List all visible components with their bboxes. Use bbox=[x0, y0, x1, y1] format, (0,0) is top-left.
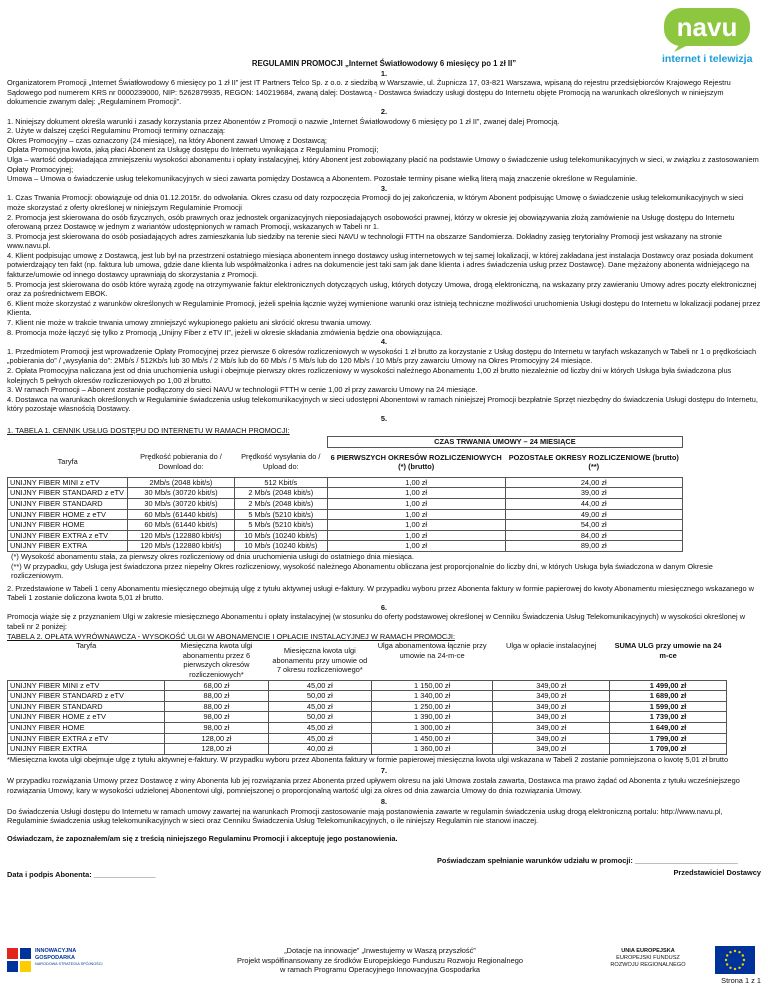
eu-star bbox=[729, 967, 731, 969]
section-5-paragraph-2: 2. Przedstawione w Tabeli 1 ceny Abonamentu miesięcznego obejmują ulgę z tytułu aktywnej usługi e-faktury. W przypadku wyboru przez Abonenta faktury w formie papierowej do kwoty Abonamentu miesięcznego wskazanego w Tabeli 1 zostanie doliczona kwota 5,01 zł brutto. bbox=[7, 583, 754, 603]
table2-cell-c1: 88,00 zł bbox=[165, 701, 268, 712]
table1-cell-tariff: UNIJNY FIBER HOME bbox=[8, 520, 128, 531]
s2-line: Ulga – wartość odpowiadająca zmniejszeniu wysokości abonamentu i opłaty instalacyjnej, który Abonent jest zobowiązany płacić na podstawie Umowy o świadczenie usług telekomunikacyjnych w sieci, w związku z zastosowaniem Opłaty Promocyjnej; bbox=[7, 154, 759, 174]
section-8-text: Do świadczenia Usługi dostępu do Internetu w ramach umowy zawartej na warunkach Promocji zastosowanie mają postanowienia zawarte w regulamin świadczenia usług drogą elektroniczną portalu: http://www.navu.pl, Regulaminie świadczenia usług telekomunikacyjnych w sieci oraz Cenniku Świadczenia Usług Telekomunikacyjnych, o ile niniejszy Regulamin nie stanowi inaczej. bbox=[7, 806, 723, 826]
s4-line: 4. Dostawca na warunkach określonych w Regulaminie świadczenia usług telekomunikacyjnych w sieci udostępni Abonentowi w ramach niniejszej Promocji bezpłatnie Sprzęt niezbędny do świadczenia Usługi dostępu do Internetu, który pozostaje własnością Dostawcy. bbox=[7, 394, 758, 414]
eu-star bbox=[742, 963, 744, 965]
table2-header-c2: Miesięczna kwota ulgi abonamentu przy umowie od 7 okresu rozliczeniowego* bbox=[272, 646, 368, 675]
table1-cell-first6: 1,00 zł bbox=[327, 541, 505, 552]
s2-line: Okres Promocyjny – czas oznaczony (24 miesiące), na który Abonent zawarł Umowę z Dostawcą; bbox=[7, 135, 327, 145]
table2-cell-c3: 1 300,00 zł bbox=[371, 723, 492, 734]
eu-logo-line1: UNIA EUROPEJSKA bbox=[621, 948, 675, 954]
table1-note-1: (*) Wysokość abonamentu stała, za pierwszy okres rozliczeniowy od dnia uruchomienia usługi do ostatniego dnia miesiąca. bbox=[11, 551, 414, 561]
navu-logo-bubble bbox=[662, 6, 752, 52]
table2-header-c3: Ulga abonamentowa łącznie przy umowie na 24-m-ce bbox=[377, 641, 487, 660]
s3-line: 6. Klient może skorzystać z warunków określonych w Regulaminie Promocji, jeżeli spełnia łącznie wyżej wymienione warunki oraz istnieją techniczne możliwości uruchomienia Usługi dostępu do Internetu w lokalizacji podanej przez Klienta. bbox=[7, 298, 761, 318]
table1-cell-download: 2Mb/s (2048 kbit/s) bbox=[128, 477, 234, 488]
funding-note bbox=[180, 946, 580, 975]
funding-line-1: „Dotacje na innowacje” „Inwestujemy w Waszą przyszłość” bbox=[284, 946, 476, 955]
eu-logo-line3: ROZWOJU REGIONALNEGO bbox=[610, 962, 686, 968]
table2-cell-c2: 50,00 zł bbox=[268, 712, 371, 723]
s2-line: 2. Użyte w dalszej części Regulaminu Promocji terminy oznaczają: bbox=[7, 126, 226, 136]
section-3-number: 3. bbox=[380, 183, 388, 193]
s3-line: 7. Klient nie może w trakcie trwania umowy zmniejszyć wykupionego pakietu ani skrócić okresu trwania umowy. bbox=[7, 318, 372, 328]
table2-cell-c2: 40,00 zł bbox=[268, 744, 371, 755]
s3-line: 1. Czas Trwania Promocji: obowiązuje od dnia 01.12.2015r. do odwołania. Okres czasu od daty rozpoczęcia Promocji do jej zakończenia, w którym Abonent podpisując Umowę o świadczenie usług telekomunikacyjnych w sieci może skorzystać z oferty określonej w niniejszym Regulaminie Promocji bbox=[7, 193, 744, 212]
table1-cell-upload: 10 Mb/s (10240 kbit/s) bbox=[234, 530, 327, 541]
table1-cell-upload: 512 Kbit/s bbox=[234, 477, 327, 488]
table1-cell-download: 30 Mb/s (30720 kbit/s) bbox=[128, 488, 234, 499]
eu-star bbox=[729, 951, 731, 953]
s3-line: 3. Promocja jest skierowana do osób posiadających adres zamieszkania lub siedziby na terenie sieci NAVU w technologii FTTH na obszarze Sandomierza. Dokładny zasięg terytorialny Promocji jest wskazany na stronie www.navu.pl. bbox=[7, 231, 723, 251]
funding-line-2: Projekt współfinansowany ze środków Europejskiego Funduszu Rozwoju Regionalnego bbox=[237, 955, 523, 965]
table1-cell-rest: 89,00 zł bbox=[505, 541, 682, 552]
signature-area bbox=[7, 856, 761, 890]
table2-cell-c2: 45,00 zł bbox=[268, 680, 371, 691]
table1-header-download: Prędkość pobierania do / Download do: bbox=[140, 452, 222, 471]
s4-line: 2. Opłata Promocyjna naliczana jest od dnia uruchomienia usługi i obejmuje pierwszy okres rozliczeniowy w wysokości należnego Abonamentu 1,00 zł brutto niezależnie od liczby dni w których Usługa była świadczona plus kolejnych 5 pełnych okresów rozliczeniowych po 1,00 zł brutto. bbox=[7, 366, 732, 385]
table2-header-c1: Miesięczna kwota ulgi abonamentu przez 6 pierwszych okresów rozliczeniowych* bbox=[180, 641, 253, 680]
table1-note-2: (**) W przypadku, gdy Usługa jest świadczona przez niepełny Okres rozliczeniowy, wysokość należnego Abonamentu obliczana jest proporcjonalnie do liczby dni, w których Usługa była świadczona w danym Okresie rozliczeniowym. bbox=[11, 561, 713, 581]
table2-cell-c3: 1 340,00 zł bbox=[371, 691, 492, 702]
table1-body bbox=[8, 477, 683, 551]
table1-cell-rest: 39,00 zł bbox=[505, 488, 682, 499]
s3-line: 5. Promocja jest skierowana do osób które wyrażą zgodę na otrzymywanie faktur elektronicznych dotyczących usług, których dotyczy Umowa, drogą elektroniczną, na wskazany przy zawieraniu Umowy adres poczty elektronicznej oraz za pośrednictwem EBOK. bbox=[7, 279, 757, 299]
table2-cell-c2: 45,00 zł bbox=[268, 723, 371, 734]
table2-cell-c5: 1 649,00 zł bbox=[610, 723, 727, 734]
table1-cell-download: 60 Mb/s (61440 kbit/s) bbox=[128, 509, 234, 520]
eu-star bbox=[726, 954, 728, 956]
table1-cell-tariff: UNIJNY FIBER EXTRA z eTV bbox=[8, 530, 128, 541]
table2-row bbox=[8, 701, 727, 712]
acceptance-declaration: Oświadczam, że zapoznałem/am się z treścią niniejszego Regulaminu Promocji i akceptuję jego postanowienia. bbox=[7, 833, 398, 843]
table2-cell-c5: 1 599,00 zł bbox=[610, 701, 727, 712]
table2-cell-c1: 98,00 zł bbox=[165, 712, 268, 723]
s3-line: 2. Promocja jest skierowana do osób fizycznych, osób prawnych oraz jednostek organizacyjnych nieposiadających osobowości prawnej, którzy w okresie jej obowiązywania złożą zamówienie na Usługę dostępu do Internetu oferowaną przez Dostawcę w jednym z wariantów udostępnionych w ramach Promocji, wskazanych w Tabeli nr 1. bbox=[7, 212, 735, 232]
table2-cell-tariff: UNIJNY FIBER STANDARD bbox=[8, 701, 165, 712]
section-2-number: 2. bbox=[380, 106, 388, 116]
document-title: REGULAMIN PROMOCJI „Internet Światłowodowy 6 miesięcy po 1 zł II” bbox=[251, 59, 517, 68]
section-1-text: Organizatorem Promocji „Internet Światłowodowy 6 miesięcy po 1 zł II” jest IT Partners Telco Sp. z o.o. z siedzibą w Warszawie, ul. Żupnicza 17, 03-821 Warszawa, wpisaną do rejestru przedsiębiorców Krajowego Rejestru Sądowego pod numerem KRS nr 0000239000, NIP: 5262879935, REGON: 140219684, zwaną dalej: Dostawcą - Dostawca świadczy usługi dostępu do Internetu objęte Promocją na warunkach określonych w niniejszym dokumencie zwanym dalej: „Regulaminem Promocji”. bbox=[7, 78, 731, 107]
table2-cell-tariff: UNIJNY FIBER MINI z eTV bbox=[8, 680, 165, 691]
table1-cell-rest: 49,00 zł bbox=[505, 509, 682, 520]
eu-star bbox=[742, 954, 744, 956]
table2-cell-tariff: UNIJNY FIBER HOME bbox=[8, 723, 165, 734]
table1-header-tariff: Taryfa bbox=[57, 457, 78, 467]
table1-cell-upload: 2 Mb/s (2048 kbit/s) bbox=[234, 498, 327, 509]
table1-cell-first6: 1,00 zł bbox=[327, 498, 505, 509]
table1-row bbox=[8, 520, 683, 531]
eu-logo-line2: EUROPEJSKI FUNDUSZ bbox=[616, 955, 680, 961]
table2-cell-c1: 88,00 zł bbox=[165, 691, 268, 702]
table2-cell-tariff: UNIJNY FIBER STANDARD z eTV bbox=[8, 691, 165, 702]
table1-cell-download: 60 Mb/s (61440 kbit/s) bbox=[128, 520, 234, 531]
table2-cell-c5: 1 709,00 zł bbox=[610, 744, 727, 755]
table1-row bbox=[8, 541, 683, 552]
table1-header-upload: Prędkość wysyłania do / Upload do: bbox=[241, 452, 321, 471]
table2-row bbox=[8, 680, 727, 691]
table2-header-c5: SUMA ULG przy umowie na 24 m-ce bbox=[614, 641, 722, 660]
table2-row bbox=[8, 712, 727, 723]
eu-logo bbox=[593, 944, 761, 978]
s2-line: Umowa – Umowa o świadczenie usług telekomunikacyjnych w sieci zawarta pomiędzy Dostawcą a Abonentem. Pozostałe terminy pisane wielką literą mają znaczenie określone w Regulaminie. bbox=[7, 174, 638, 184]
table2-cell-c2: 45,00 zł bbox=[268, 701, 371, 712]
s3-line: 4. Klient podpisując umowę z Dostawcą, jest lub był na przestrzeni ostatniego miesiąca abonentem innego dostawcy usług internetowych w tej samej lokalizacji, w której zakładana jest instalacja Dostawcy oraz posiada dokument potwierdzający ten fakt (np. faktura lub umowa, gdzie dane klienta lub współmałżonka i adres na dokumencie jest taki sam jak dane klienta i adres świadczenia usług przez Dostawcę). Dane mężażony abonenta widniejącego na fakturze/umowie od innego dostawcy uprawniają do skorzystania z Promocji. bbox=[7, 250, 754, 280]
table1-cell-download: 120 Mb/s (122880 kbit/s) bbox=[128, 541, 234, 552]
table2-cell-c4: 349,00 zł bbox=[493, 701, 610, 712]
section-1-number: 1. bbox=[380, 68, 388, 78]
section-7-text: W przypadku rozwiązania Umowy przez Dostawcę z winy Abonenta lub jej rozwiązania przez Abonenta przed upływem okresu na jaki Umowa została zawarta, Dostawca ma prawo żądać od Abonenta z tytułu wcześniejszego rozwiązania Umowy, kary w wysokości udzielonej Abonentowi ulgi, pomniejszonej o proporcjonalną wartość ulgi za okres od dnia zawarcia Umowy do dnia rozwiązania Umowy. bbox=[7, 775, 740, 795]
table2-cell-c4: 349,00 zł bbox=[493, 712, 610, 723]
section-6-number: 6. bbox=[380, 602, 388, 612]
table2-cell-c4: 349,00 zł bbox=[493, 744, 610, 755]
provider-representative-label: Przedstawiciel Dostawcy bbox=[673, 867, 761, 877]
table1-cell-rest: 54,00 zł bbox=[505, 520, 682, 531]
table2-cell-c4: 349,00 zł bbox=[493, 723, 610, 734]
s2-line: Opłata Promocyjna kwota, jaką płaci Abonent za Usługę dostępu do Internetu wynikająca z Regulaminu Promocji; bbox=[7, 145, 379, 155]
table1-cell-first6: 1,00 zł bbox=[327, 477, 505, 488]
section-5-number: 5. bbox=[380, 413, 388, 423]
innovative-economy-logo bbox=[7, 948, 103, 974]
table1-cell-first6: 1,00 zł bbox=[327, 509, 505, 520]
table1-cell-upload: 2 Mb/s (2048 kbit/s) bbox=[234, 488, 327, 499]
table1-cell-upload: 5 Mb/s (5210 kbit/s) bbox=[234, 520, 327, 531]
table2-body bbox=[8, 680, 727, 754]
table1-cell-tariff: UNIJNY FIBER MINI z eTV bbox=[8, 477, 128, 488]
eu-star bbox=[743, 959, 745, 961]
innovative-logo-line1: INNOWACYJNA bbox=[35, 948, 77, 954]
table2-cell-c1: 98,00 zł bbox=[165, 723, 268, 734]
page-number: Strona 1 z 1 bbox=[721, 976, 761, 986]
table2-cell-c4: 349,00 zł bbox=[493, 733, 610, 744]
discount-table bbox=[7, 641, 727, 755]
regulation-content bbox=[7, 59, 761, 890]
table2-cell-c5: 1 739,00 zł bbox=[610, 712, 727, 723]
table2-cell-c3: 1 450,00 zł bbox=[371, 733, 492, 744]
s4-line: 1. Przedmiotem Promocji jest wprowadzenie Opłaty Promocyjnej przez pierwsze 6 okresów rozliczeniowych w wysokości 1 zł brutto za korzystanie z Usług dostępu do Internetu w taryfach wskazanych w Tabeli nr 1 o prędkościach „pobierania do” / „wysyłania do”: 2Mb/s / 512Kb/s lub 30 Mb/s / 2 Mb/s lub do 60 Mb/s / 5 Mb/s lub do 120 Mb/s / 10 Mb/s przy zawarciu Umowy na Okres Promocyjny 24 miesiące. bbox=[7, 346, 757, 366]
table1-cell-rest: 24,00 zł bbox=[505, 477, 682, 488]
table2-cell-tariff: UNIJNY FIBER EXTRA z eTV bbox=[8, 733, 165, 744]
table1-row bbox=[8, 477, 683, 488]
table2-cell-c2: 50,00 zł bbox=[268, 691, 371, 702]
table1-cell-rest: 44,00 zł bbox=[505, 498, 682, 509]
table1-cell-rest: 84,00 zł bbox=[505, 530, 682, 541]
table1-duration-header: CZAS TRWANIA UMOWY – 24 MIESIĄCE bbox=[327, 437, 682, 448]
subscriber-signature-line: Data i podpis Abonenta: _______________ bbox=[7, 869, 156, 879]
table1-cell-tariff: UNIJNY FIBER STANDARD bbox=[8, 498, 128, 509]
table1-cell-tariff: UNIJNY FIBER EXTRA bbox=[8, 541, 128, 552]
table2-cell-c3: 1 250,00 zł bbox=[371, 701, 492, 712]
table1-cell-upload: 10 Mb/s (10240 kbit/s) bbox=[234, 541, 327, 552]
navu-tagline: internet i telewizja bbox=[662, 53, 753, 65]
table1-cell-first6: 1,00 zł bbox=[327, 488, 505, 499]
table2-cell-c3: 1 360,00 zł bbox=[371, 744, 492, 755]
eu-star bbox=[738, 951, 740, 953]
table2-cell-c2: 45,00 zł bbox=[268, 733, 371, 744]
table1-header-rest: POZOSTAŁE OKRESY ROZLICZENIOWE (brutto) (**) bbox=[508, 452, 679, 472]
provider-confirmation-line: Poświadczam spełnianie warunków udziału w promocji: _________________________ bbox=[437, 855, 738, 865]
section-6-text: Promocja wiąże się z przyznaniem Ulgi w zakresie miesięcznego Abonamentu i opłaty instalacyjnej (w stosunku do oferty podstawowej określonej w Cenniku Świadczenia Usług Telekomunikacyjnych) w wysokości określonej w tabeli nr 2 poniżej: bbox=[7, 612, 746, 632]
s2-line: 1. Niniejszy dokument określa warunki i zasady korzystania przez Abonentów z Promocji o nazwie „Internet Światłowodowy 6 miesięcy po 1 zł II”, zwanej dalej Promocją. bbox=[7, 116, 560, 126]
table2-cell-tariff: UNIJNY FIBER EXTRA bbox=[8, 744, 165, 755]
eu-flag-icon bbox=[715, 946, 755, 974]
table1-row bbox=[8, 488, 683, 499]
table2-cell-c1: 128,00 zł bbox=[165, 733, 268, 744]
table1-cell-tariff: UNIJNY FIBER HOME z eTV bbox=[8, 509, 128, 520]
eu-star bbox=[725, 959, 727, 961]
table2-title: TABELA 2. OPŁATA WYRÓWNAWCZA - WYSOKOŚĆ ULGI W ABONAMENCIE I OPŁACIE INSTALACYJNEJ W RAMACH PROMOCJI: bbox=[7, 631, 456, 641]
navu-logo-text: navu bbox=[676, 12, 738, 42]
funding-line-3: w ramach Programu Operacyjnego Innowacyjna Gospodarka bbox=[279, 965, 481, 975]
table2-note: *Miesięczna kwota ulgi obejmuje ulgę z tytułu aktywnej e-faktury. W przypadku wyboru przez Abonenta faktury w formie papierowej miesięczna kwota ulgi wskazana w Tabeli 2 zostanie pomniejszona o kwotę 5,01 zł brutto bbox=[7, 754, 729, 764]
table2-row bbox=[8, 733, 727, 744]
table2-cell-c3: 1 390,00 zł bbox=[371, 712, 492, 723]
section-7-number: 7. bbox=[380, 766, 388, 776]
table2-cell-c4: 349,00 zł bbox=[493, 680, 610, 691]
eu-star bbox=[726, 963, 728, 965]
eu-star bbox=[734, 968, 736, 970]
table1-header-first6: 6 PIERWSZYCH OKRESÓW ROZLICZENIOWYCH (*) (brutto) bbox=[330, 452, 502, 472]
table2-header-c4: Ulga w opłacie instalacyjnej bbox=[506, 641, 597, 651]
table1-cell-download: 30 Mb/s (30720 kbit/s) bbox=[128, 498, 234, 509]
section-8-number: 8. bbox=[380, 797, 388, 807]
table2-cell-c1: 68,00 zł bbox=[165, 680, 268, 691]
table2-row bbox=[8, 744, 727, 755]
table2-cell-c5: 1 799,00 zł bbox=[610, 733, 727, 744]
table1-cell-first6: 1,00 zł bbox=[327, 530, 505, 541]
s4-line: 3. W ramach Promocji – Abonent zostanie podłączony do sieci NAVU w technologii FTTH w cenie 1,00 zł przy zawarciu Umowy na 24 miesiące. bbox=[7, 385, 478, 395]
table2-row bbox=[8, 723, 727, 734]
table2-cell-c1: 128,00 zł bbox=[165, 744, 268, 755]
s3-line: 8. Promocja może łączyć się tylko z Promocją „Unijny Fiber z eTV II”, jeżeli w okresie składania zmówienia będzie ona obowiązująca. bbox=[7, 327, 443, 337]
table1-cell-tariff: UNIJNY FIBER STANDARD z eTV bbox=[8, 488, 128, 499]
table2-cell-c4: 349,00 zł bbox=[493, 691, 610, 702]
price-table bbox=[7, 436, 683, 552]
table1-cell-upload: 5 Mb/s (5210 kbit/s) bbox=[234, 509, 327, 520]
table1-cell-first6: 1,00 zł bbox=[327, 520, 505, 531]
eu-star bbox=[734, 950, 736, 952]
table1-cell-download: 120 Mb/s (122880 kbit/s) bbox=[128, 530, 234, 541]
table2-row bbox=[8, 691, 727, 702]
table2-header-tariff: Taryfa bbox=[76, 641, 97, 651]
eu-star bbox=[738, 967, 740, 969]
innovative-logo-line3: NARODOWA STRATEGIA SPÓJNOŚCI bbox=[35, 962, 103, 966]
table1-title: 1. TABELA 1. CENNIK USŁUG DOSTĘPU DO INTERNETU W RAMACH PROMOCJI: bbox=[7, 425, 290, 435]
table1-row bbox=[8, 509, 683, 520]
table1-row bbox=[8, 498, 683, 509]
table2-cell-tariff: UNIJNY FIBER HOME z eTV bbox=[8, 712, 165, 723]
table2-cell-c5: 1 499,00 zł bbox=[610, 680, 727, 691]
section-4-number: 4. bbox=[380, 337, 388, 347]
table1-row bbox=[8, 530, 683, 541]
innovative-economy-icon bbox=[7, 948, 31, 972]
table2-cell-c3: 1 150,00 zł bbox=[371, 680, 492, 691]
table2-cell-c5: 1 689,00 zł bbox=[610, 691, 727, 702]
innovative-logo-line2: GOSPODARKA bbox=[35, 954, 76, 961]
page-footer bbox=[0, 940, 768, 990]
